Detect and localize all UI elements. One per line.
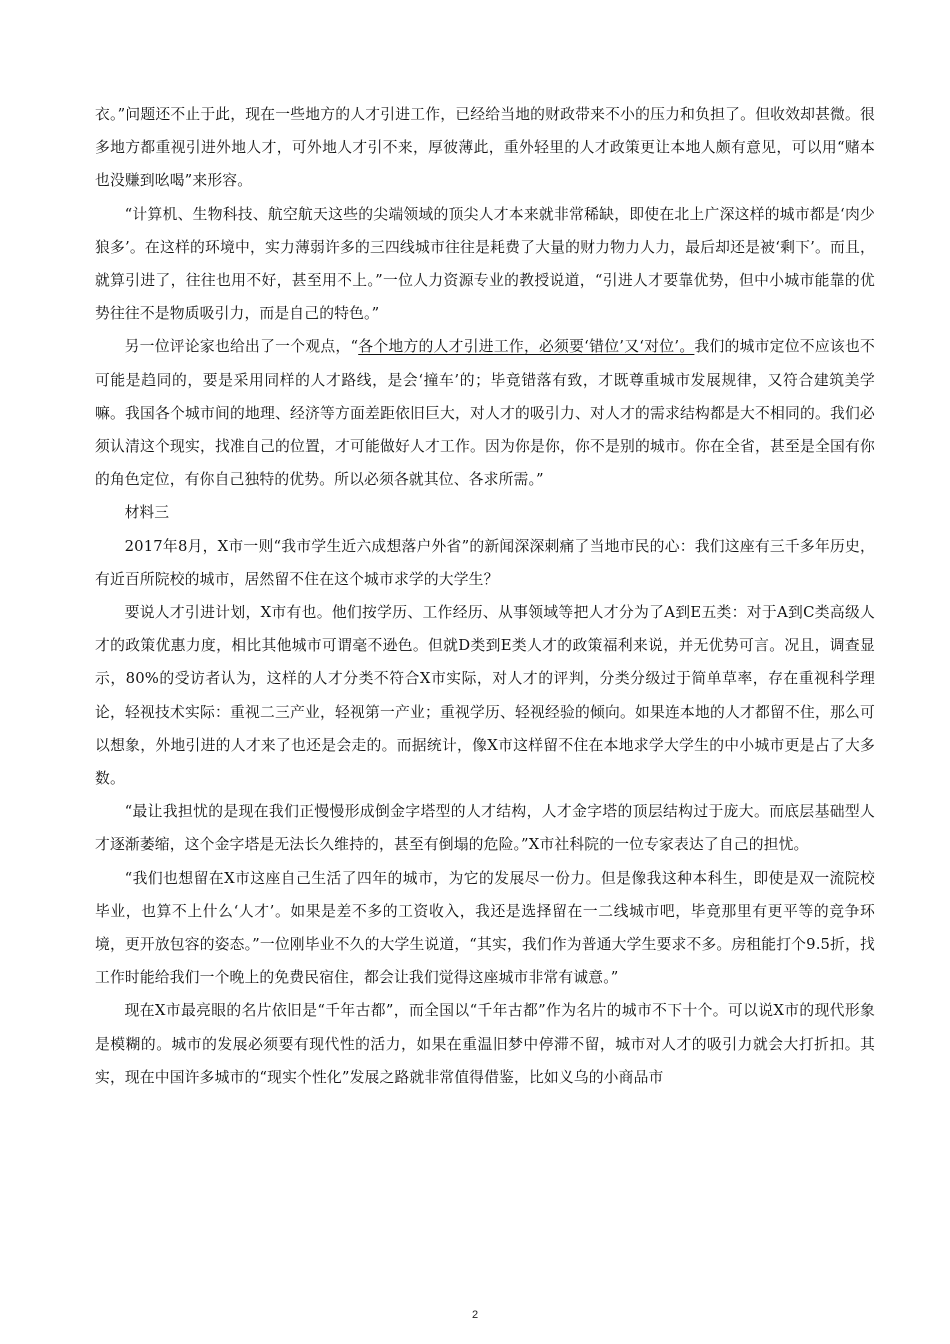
paragraph-talent-plan: 要说人才引进计划，X市有也。他们按学历、工作经历、从事领域等把人才分为了A到E五类：对于A到C类高级人才的政策优惠力度，相比其他城市可谓毫不逊色。但就D类到E类人才的政策福利来说，并无优势可言。况且，调查显示，80%的受访者认为，这样的人才分类不符合X市实际，对人才的评判，分类分级过于简单草率，存在重视科学理论，轻视技术实际：重视二三产业，轻视第一产业；重视学历、轻视经验的倾向。如果连本地的人才都留不住，那么可以想象，外地引进的人才来了也还是会走的。而据统计，像X市这样留不住在本地求学大学生的中小城市更是占了大多数。 — [95, 604, 875, 788]
page-number: 2 — [471, 1309, 479, 1321]
critic-quote-intro: 另一位评论家也给出了一个观点，“ — [124, 338, 359, 356]
paragraph-continuation: 衣。”问题还不止于此，现在一些地方的人才引进工作，已经给当地的财政带来不小的压力和负担了。但收效却甚微。很多地方都重视引进外地人才，可外地人才引不来，厚彼薄此，重外轻里的人才政策更让本地人颇有意见，可以用“赌本也没赚到吆喝”来形容。 — [95, 106, 875, 190]
critic-quote-body: 我们的城市定位不应该也不可能是趋同的，要是采用同样的人才路线，是会‘撞车’的；毕竟错落有致，才既尊重城市发展规律，又符合建筑美学嘛。我国各个城市间的地理、经济等方面差距依旧巨大，对人才的吸引力、对人才的需求结构都是大不相同的。我们必须认清这个现实，找准自己的位置，才可能做好人才工作。因为你是你，你不是别的城市。你在全省，甚至是全国有你的角色定位，有你自己独特的优势。所以必须各就其位、各求所需。” — [95, 338, 875, 489]
paragraph-critic-viewpoint — [95, 330, 875, 496]
section-heading-material-three: 材料三 — [124, 504, 169, 522]
paragraph-news-report: 2017年8月，X市一则“我市学生近六成想落户外省”的新闻深深刺痛了当地市民的心：我们这座有三千多年历史，有近百所院校的城市，居然留不住在这个城市求学的大学生？ — [95, 537, 875, 588]
document-body — [95, 98, 875, 1094]
paragraph-expert-worry: “最让我担忧的是现在我们正慢慢形成倒金字塔型的人才结构，人才金字塔的顶层结构过于庞大。而底层基础型人才逐渐萎缩，这个金字塔是无法长久维持的，甚至有倒塌的危险。”X市社科院的一位专家表达了自己的担忧。 — [95, 803, 875, 854]
paragraph-student-quote: “我们也想留在X市这座自己生活了四年的城市，为它的发展尽一份力。但是像我这种本科生，即使是双一流院校毕业，也算不上什么‘人才’。如果是差不多的工资收入，我还是选择留在一二线城市吧，毕竟那里有更平等的竞争环境，更开放包容的姿态。”一位刚毕业不久的大学生说道，“其实，我们作为普通大学生要求不多。房租能打个9.5折，找工作时能给我们一个晚上的免费民宿住，都会让我们觉得这座城市非常有诚意。” — [95, 869, 875, 987]
paragraph-professor-quote: “计算机、生物科技、航空航天这些的尖端领域的顶尖人才本来就非常稀缺，即使在北上广深这样的城市都是‘肉少狼多’。在这样的环境中，实力薄弱许多的三四线城市往往是耗费了大量的财力物力人力，最后却还是被‘剩下’。而且，就算引进了，往往也用不好，甚至用不上。”一位人力资源专业的教授说道，“引进人才要靠优势，但中小城市能靠的优势往往不是物质吸引力，而是自己的特色。” — [95, 205, 875, 323]
paragraph-city-image: 现在X市最亮眼的名片依旧是“千年古都”，而全国以“千年古都”作为名片的城市不下十个。可以说X市的现代形象是模糊的。城市的发展必须要有现代性的活力，如果在重温旧梦中停滞不留，城市对人才的吸引力就会大打折扣。其实，现在中国许多城市的“现实个性化”发展之路就非常值得借鉴，比如义乌的小商品市 — [95, 1002, 875, 1086]
underlined-key-sentence: 各个地方的人才引进工作，必须要‘错位’又‘对位’。 — [358, 338, 695, 356]
